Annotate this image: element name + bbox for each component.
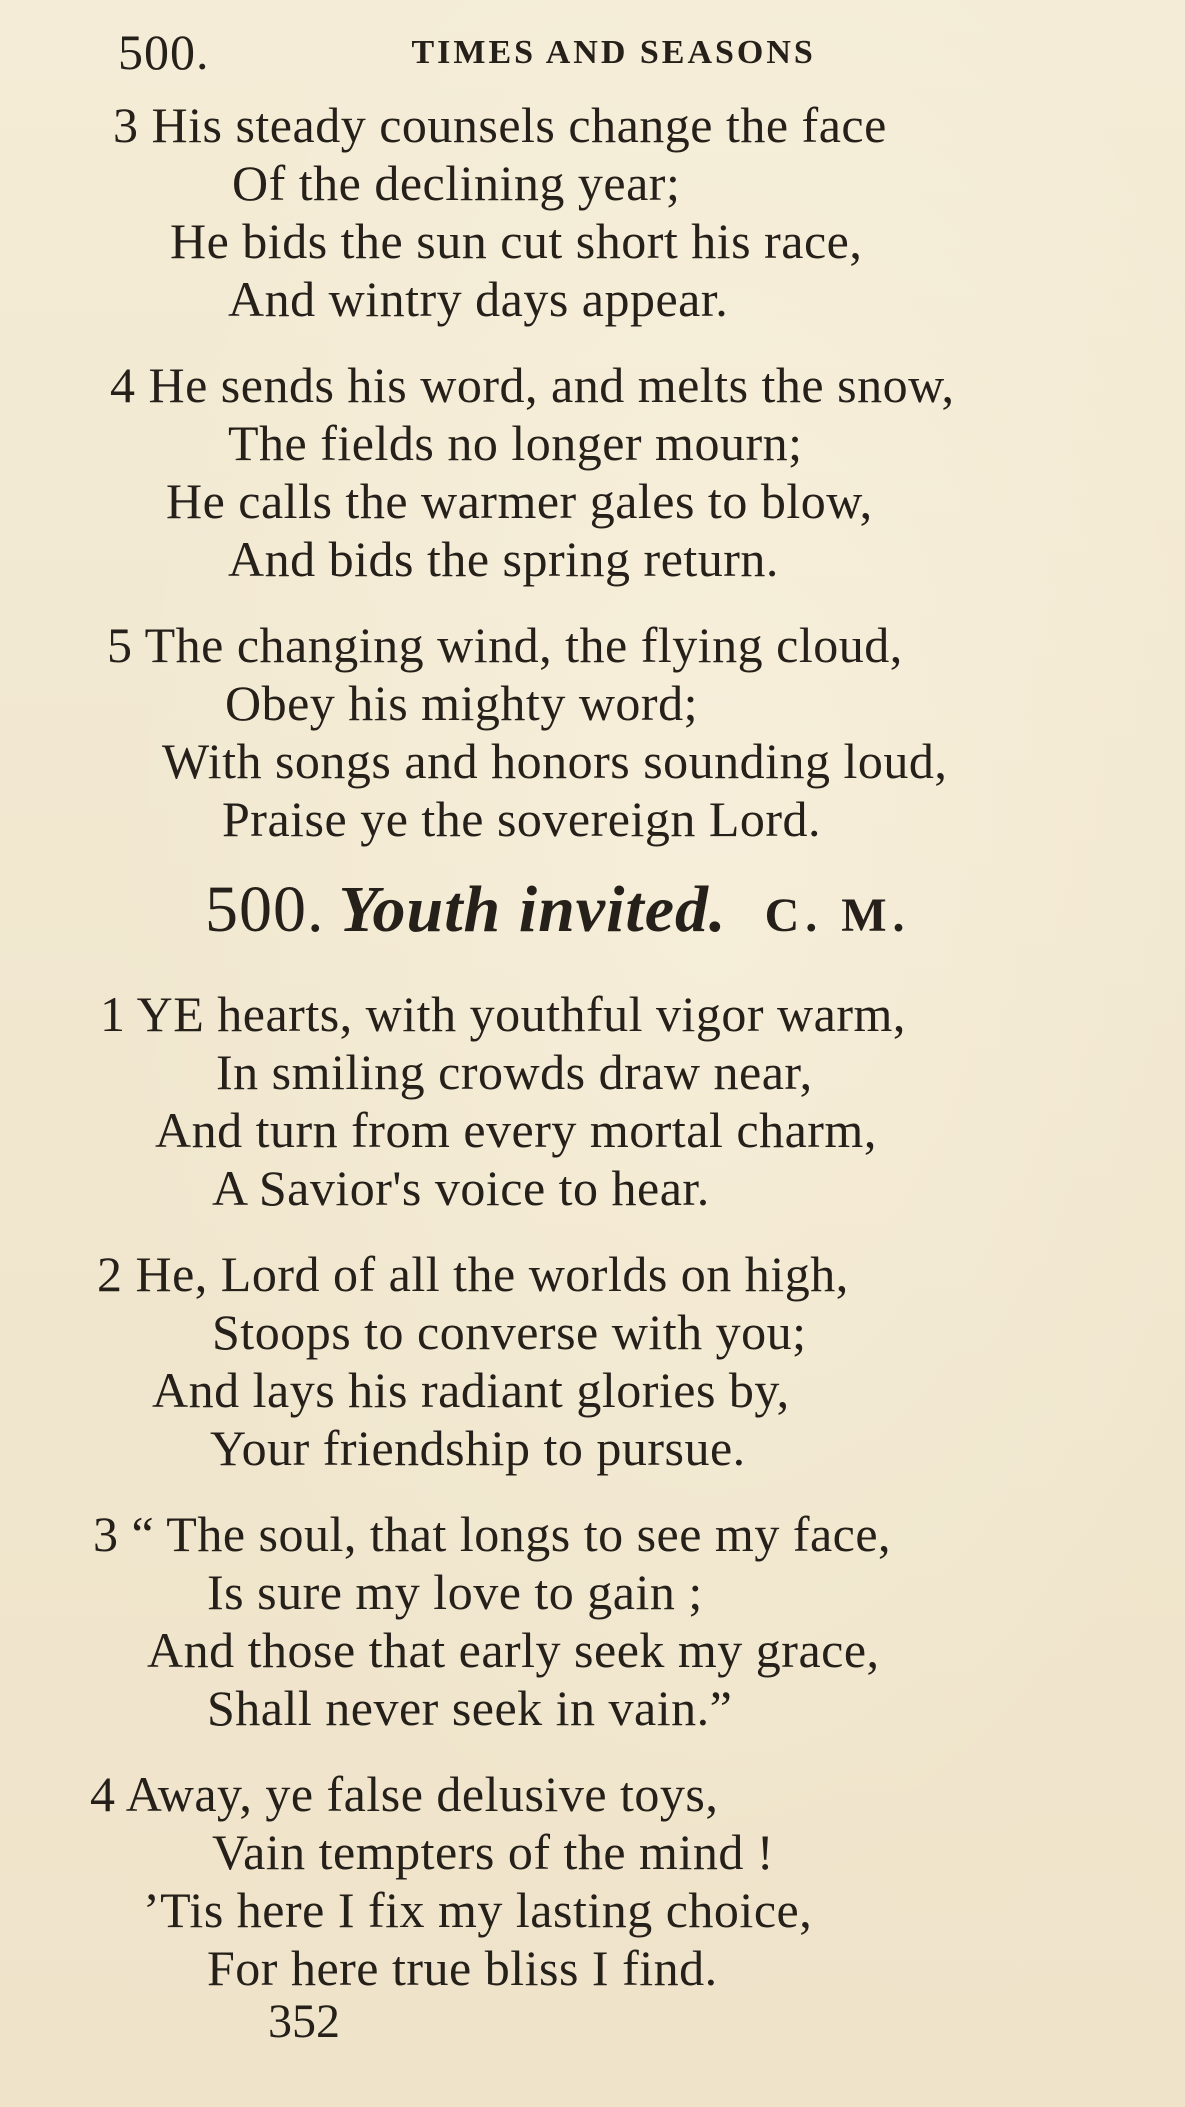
verse-line: Vain tempters of the mind !: [212, 1824, 774, 1880]
verse-line: For here true bliss I find.: [207, 1940, 718, 1996]
verse-line: Shall never seek in vain.”: [207, 1680, 733, 1736]
folio-signature: 352: [268, 1995, 340, 2048]
verse-line: He calls the warmer gales to blow,: [166, 473, 873, 529]
hymn-title: Youth invited.: [338, 873, 727, 946]
verse-line: He bids the sun cut short his race,: [170, 213, 863, 269]
hymn-heading: [205, 870, 911, 956]
verse-line: And those that early seek my grace,: [147, 1622, 880, 1678]
verse-line: In smiling crowds draw near,: [216, 1044, 813, 1100]
verse-line: And lays his radiant glories by,: [152, 1362, 790, 1418]
running-head: [118, 22, 816, 83]
verse-line: 3 “ The soul, that longs to see my face,: [93, 1506, 892, 1562]
verse-line: ’Tis here I fix my lasting choice,: [143, 1882, 813, 1938]
verse-line: Praise ye the sovereign Lord.: [222, 791, 822, 847]
verse-line: The fields no longer mourn;: [228, 415, 803, 471]
verse-line: 2 He, Lord of all the worlds on high,: [97, 1246, 849, 1302]
running-head-page-number: 500.: [118, 24, 210, 80]
verse-line: With songs and honors sounding loud,: [162, 733, 948, 789]
verse-line: Your friendship to pursue.: [210, 1420, 746, 1476]
verse-line: Stoops to converse with you;: [212, 1304, 807, 1360]
verse-line: And turn from every mortal charm,: [155, 1102, 877, 1158]
verse-line: 3 His steady counsels change the face: [113, 97, 887, 153]
running-head-title: TIMES AND SEASONS: [411, 34, 816, 71]
verse-line: 4 Away, ye false delusive toys,: [90, 1766, 719, 1822]
verse-line: 1 YE hearts, with youthful vigor warm,: [100, 986, 906, 1042]
verse-line: And wintry days appear.: [228, 271, 729, 327]
hymn-number: 500.: [205, 873, 325, 946]
verse-line: A Savior's voice to hear.: [212, 1160, 710, 1216]
hymn-meter: C. M.: [764, 889, 911, 942]
verse-line: 5 The changing wind, the flying cloud,: [107, 617, 903, 673]
verse-line: Of the declining year;: [232, 155, 681, 211]
verse-line: Is sure my love to gain ;: [207, 1564, 703, 1620]
verse-line: 4 He sends his word, and melts the snow,: [110, 357, 955, 413]
verse-line: And bids the spring return.: [228, 531, 779, 587]
verse-line: Obey his mighty word;: [225, 675, 698, 731]
